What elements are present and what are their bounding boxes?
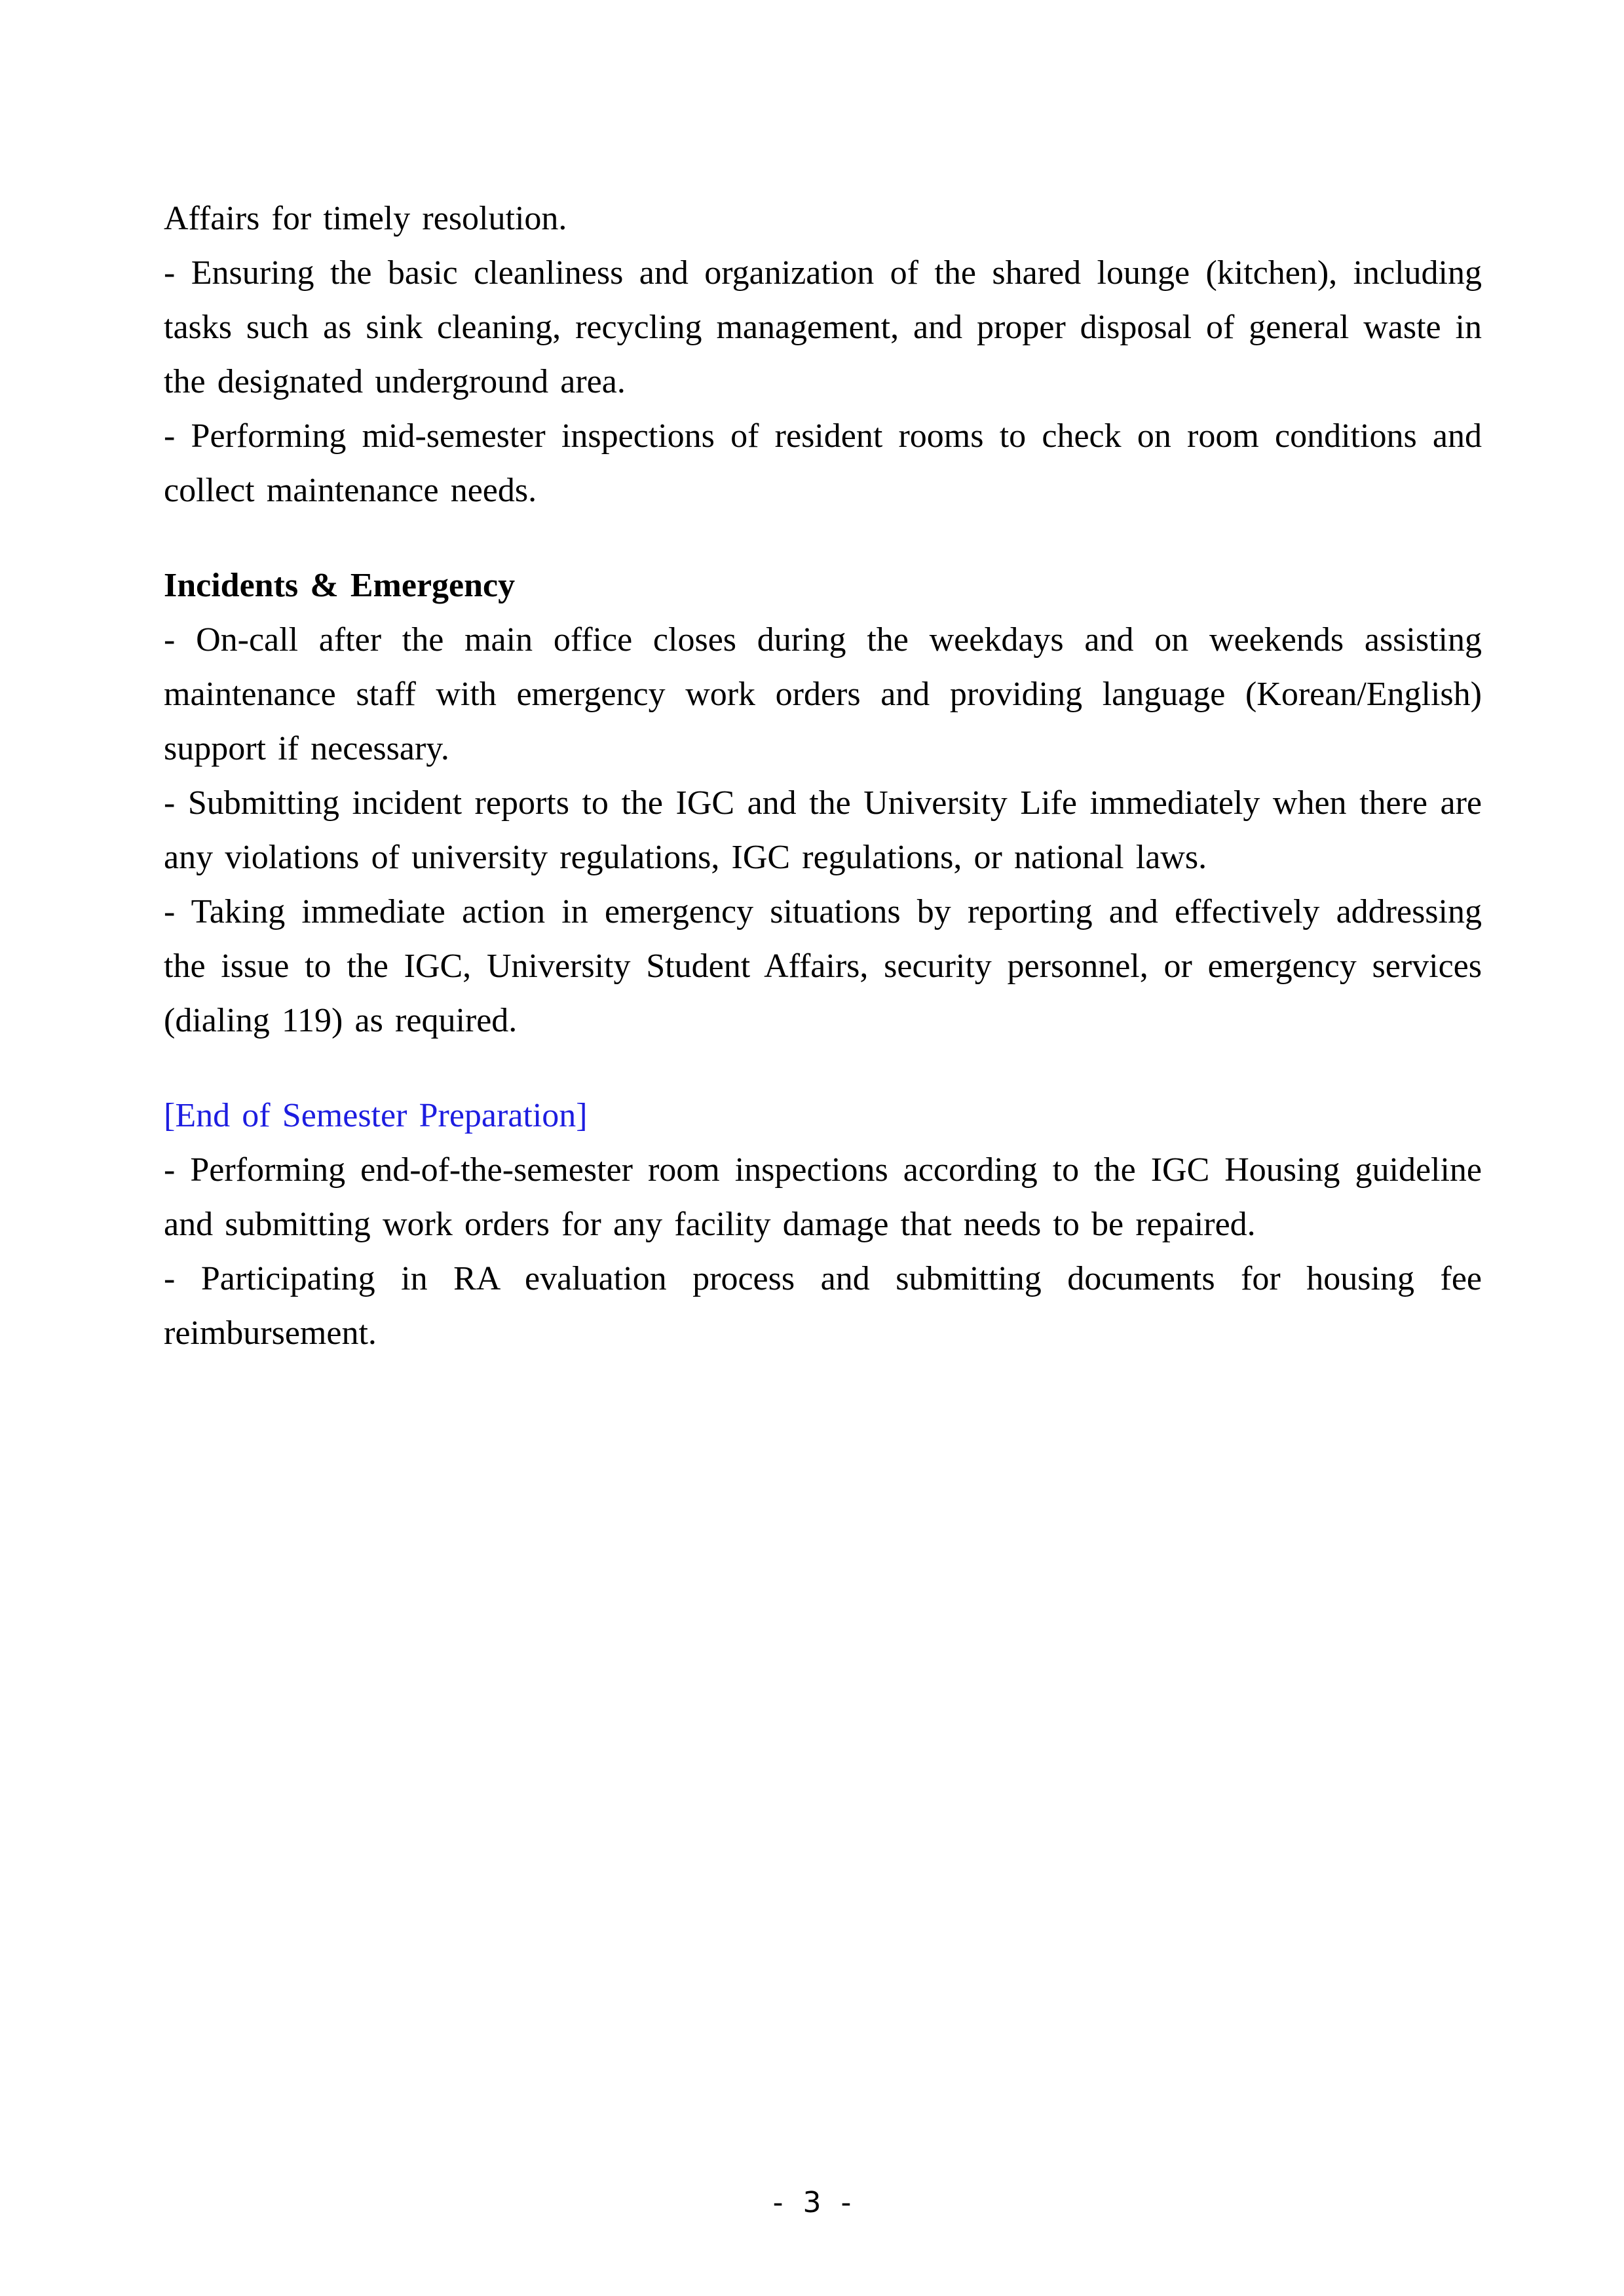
para-end-of-semester-room-inspections: - Performing end-of-the-semester room inspections according to the IGC Housing guideline and submitting work orders for any facility damage that needs to be repaired.	[164, 1151, 1482, 1243]
para-affairs-resolution-continuation: Affairs for timely resolution.	[164, 200, 567, 237]
para-submitting-incident-reports: - Submitting incident reports to the IGC and the University Life immediately when there are any violations of university regulations, IGC regulations, or national laws.	[164, 784, 1482, 876]
heading-end-of-semester-preparation: [End of Semester Preparation]	[164, 1097, 588, 1134]
footer-page-number: - 3 -	[772, 2186, 852, 2219]
heading-incidents-emergency: Incidents & Emergency	[164, 567, 516, 604]
para-taking-immediate-action: - Taking immediate action in emergency situations by reporting and effectively addressing the issue to the IGC, University Student Affairs, security personnel, or emergency services (dialing 119) as required.	[164, 893, 1482, 1039]
document-body	[164, 191, 1482, 1360]
para-ensuring-lounge-cleanliness: - Ensuring the basic cleanliness and organization of the shared lounge (kitchen), including tasks such as sink cleaning, recycling management, and proper disposal of general waste in the designated underground area.	[164, 254, 1482, 400]
para-on-call-support: - On-call after the main office closes during the weekdays and on weekends assisting maintenance staff with emergency work orders and providing language (Korean/English) support if necessary.	[164, 621, 1482, 767]
para-ra-evaluation-reimbursement: - Participating in RA evaluation process and submitting documents for housing fee reimbursement.	[164, 1260, 1482, 1352]
para-mid-semester-inspections: - Performing mid-semester inspections of resident rooms to check on room conditions and collect maintenance needs.	[164, 417, 1482, 509]
